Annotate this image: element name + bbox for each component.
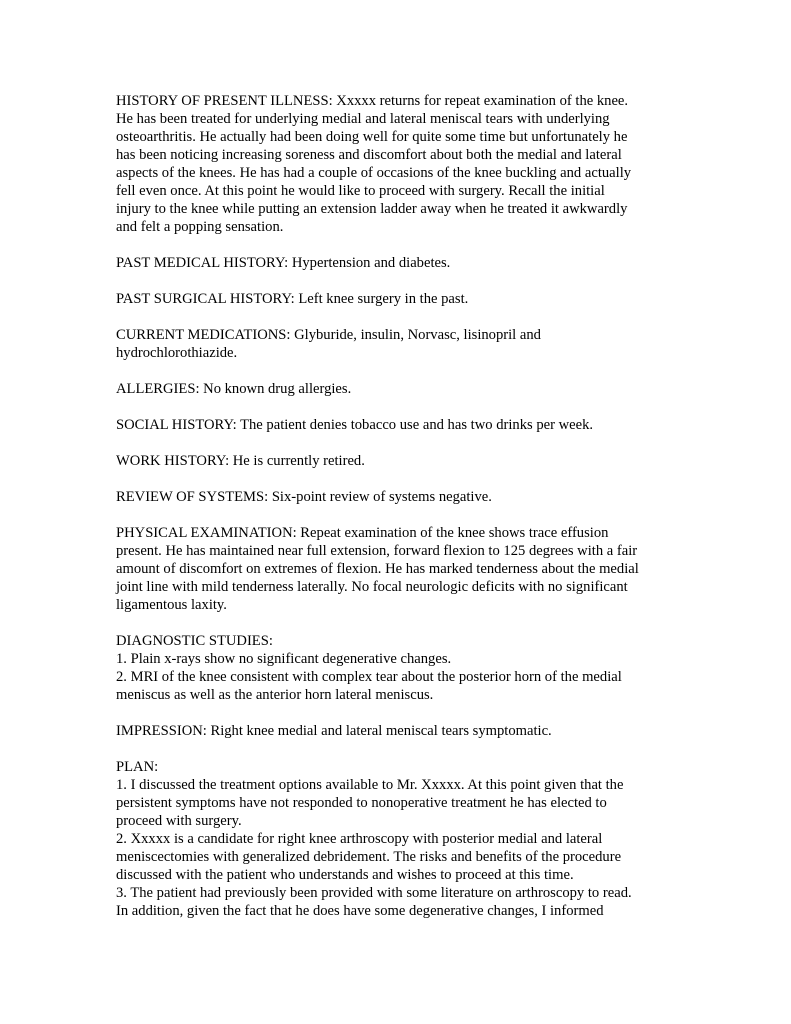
current-medications bbox=[116, 326, 676, 362]
text-line: ligamentous laxity. bbox=[116, 597, 227, 613]
text-line: fell even once. At this point he would like to proceed with surgery. Recall the initial bbox=[116, 183, 605, 199]
text-line: 1. I discussed the treatment options available to Mr. Xxxxx. At this point given that the bbox=[116, 777, 624, 793]
text-line: present. He has maintained near full extension, forward flexion to 125 degrees with a fair bbox=[116, 543, 638, 559]
history-of-present-illness bbox=[116, 92, 676, 236]
text-line: CURRENT MEDICATIONS: Glyburide, insulin, Norvasc, lisinopril and bbox=[116, 327, 541, 343]
past-surgical-history bbox=[116, 290, 676, 308]
text-line: In addition, given the fact that he does have some degenerative changes, I informed bbox=[116, 903, 604, 919]
text-line: SOCIAL HISTORY: The patient denies tobacco use and has two drinks per week. bbox=[116, 417, 594, 433]
text-line: PAST SURGICAL HISTORY: Left knee surgery in the past. bbox=[116, 291, 469, 307]
text-line: WORK HISTORY: He is currently retired. bbox=[116, 453, 365, 469]
text-line: amount of discomfort on extremes of flexion. He has marked tenderness about the medial bbox=[116, 561, 639, 577]
diagnostic-studies bbox=[116, 632, 676, 704]
social-history bbox=[116, 416, 676, 434]
past-medical-history bbox=[116, 254, 676, 272]
text-line: ALLERGIES: No known drug allergies. bbox=[116, 381, 352, 397]
section-heading: DIAGNOSTIC STUDIES: bbox=[116, 633, 273, 649]
text-line: aspects of the knees. He has had a couple of occasions of the knee buckling and actually bbox=[116, 165, 632, 181]
text-line: HISTORY OF PRESENT ILLNESS: Xxxxx returns for repeat examination of the knee. bbox=[116, 93, 629, 109]
text-line: PAST MEDICAL HISTORY: Hypertension and diabetes. bbox=[116, 255, 451, 271]
text-line: 1. Plain x-rays show no significant degenerative changes. bbox=[116, 651, 452, 667]
work-history bbox=[116, 452, 676, 470]
section-heading: PLAN: bbox=[116, 759, 159, 775]
text-line: 2. MRI of the knee consistent with complex tear about the posterior horn of the medial bbox=[116, 669, 622, 685]
text-line: osteoarthritis. He actually had been doing well for quite some time but unfortunately he bbox=[116, 129, 628, 145]
text-line: proceed with surgery. bbox=[116, 813, 242, 829]
text-line: REVIEW OF SYSTEMS: Six-point review of systems negative. bbox=[116, 489, 492, 505]
text-line: and felt a popping sensation. bbox=[116, 219, 284, 235]
physical-examination bbox=[116, 524, 676, 614]
review-of-systems bbox=[116, 488, 676, 506]
impression bbox=[116, 722, 676, 740]
text-line: PHYSICAL EXAMINATION: Repeat examination of the knee shows trace effusion bbox=[116, 525, 609, 541]
text-line: 2. Xxxxx is a candidate for right knee arthroscopy with posterior medial and lateral bbox=[116, 831, 603, 847]
document-page bbox=[116, 92, 676, 938]
allergies bbox=[116, 380, 676, 398]
text-line: persistent symptoms have not responded to nonoperative treatment he has elected to bbox=[116, 795, 607, 811]
text-line: IMPRESSION: Right knee medial and lateral meniscal tears symptomatic. bbox=[116, 723, 552, 739]
text-line: has been noticing increasing soreness and discomfort about both the medial and lateral bbox=[116, 147, 622, 163]
text-line: meniscectomies with generalized debridement. The risks and benefits of the procedure bbox=[116, 849, 622, 865]
text-line: meniscus as well as the anterior horn lateral meniscus. bbox=[116, 687, 434, 703]
text-line: injury to the knee while putting an extension ladder away when he treated it awkwardly bbox=[116, 201, 628, 217]
text-line: joint line with mild tenderness laterally. No focal neurologic deficits with no significant bbox=[116, 579, 628, 595]
text-line: hydrochlorothiazide. bbox=[116, 345, 238, 361]
text-line: He has been treated for underlying medial and lateral meniscal tears with underlying bbox=[116, 111, 610, 127]
plan bbox=[116, 758, 676, 920]
text-line: discussed with the patient who understands and wishes to proceed at this time. bbox=[116, 867, 574, 883]
text-line: 3. The patient had previously been provided with some literature on arthroscopy to read. bbox=[116, 885, 632, 901]
